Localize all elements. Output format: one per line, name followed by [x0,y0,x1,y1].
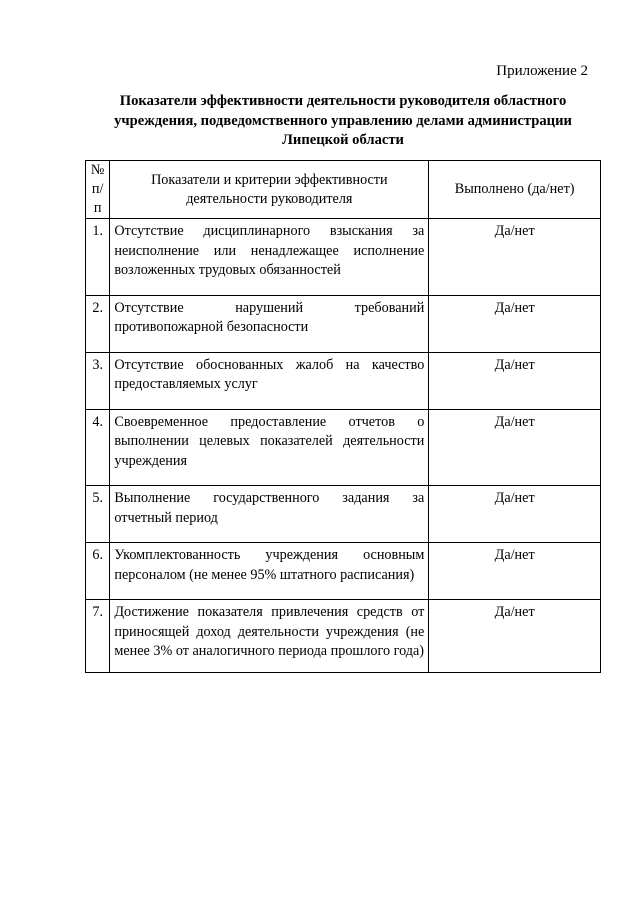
row-done: Да/нет [429,600,601,673]
header-done: Выполнено (да/нет) [429,161,601,219]
row-number: 6. [86,543,110,600]
row-done: Да/нет [429,219,601,296]
row-criteria: Отсутствие нарушений требований противопожарной безопасности [110,295,429,352]
row-number: 5. [86,486,110,543]
table-row [86,486,601,543]
row-criteria: Достижение показателя привлечения средств от приносящей доход деятельности учреждения (не менее 3% от аналогичного периода прошлого года) [110,600,429,673]
row-done: Да/нет [429,543,601,600]
annex-label: Приложение 2 [496,63,588,79]
row-number: 7. [86,600,110,673]
row-number: 4. [86,409,110,486]
row-number: 3. [86,352,110,409]
row-criteria: Своевременное предоставление отчетов о выполнении целевых показателей деятельности учреждения [110,409,429,486]
header-number: № п/п [86,161,110,219]
row-criteria: Отсутствие дисциплинарного взыскания за неисполнение или ненадлежащее исполнение возложенных трудовых обязанностей [110,219,429,296]
row-criteria: Отсутствие обоснованных жалоб на качество предоставляемых услуг [110,352,429,409]
indicators-table [85,160,601,673]
row-criteria: Выполнение государственного задания за отчетный период [110,486,429,543]
row-number: 1. [86,219,110,296]
row-done: Да/нет [429,295,601,352]
row-done: Да/нет [429,352,601,409]
table-row [86,219,601,296]
row-number: 2. [86,295,110,352]
row-criteria: Укомплектованность учреждения основным персоналом (не менее 95% штатного расписания) [110,543,429,600]
table-row [86,352,601,409]
table-row [86,295,601,352]
header-criteria: Показатели и критерии эффективности деятельности руководителя [110,161,429,219]
row-done: Да/нет [429,486,601,543]
document-title: Показатели эффективности деятельности руководителя областного учреждения, подведомственного управлению делами администрации Липецкой области [114,93,572,148]
row-done: Да/нет [429,409,601,486]
table-row [86,543,601,600]
table-row [86,600,601,673]
table-row [86,409,601,486]
table-header-row [86,161,601,219]
